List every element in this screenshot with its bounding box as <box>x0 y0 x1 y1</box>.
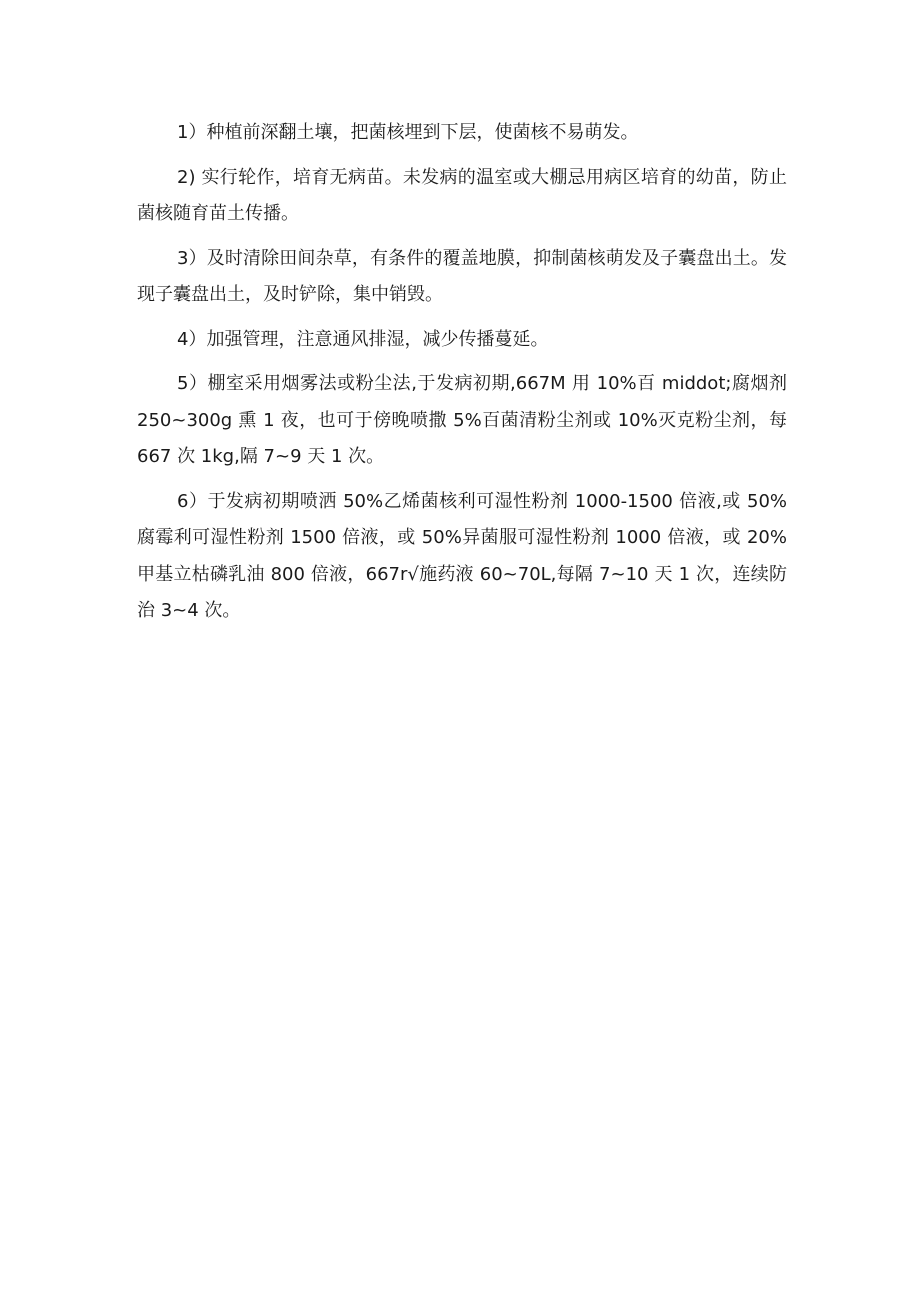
paragraph-4: 4）加强管理，注意通风排湿，减少传播蔓延。 <box>177 328 549 350</box>
paragraph-1: 1）种植前深翻土壤，把菌核埋到下层，使菌核不易萌发。 <box>177 122 639 143</box>
paragraph-3: 3）及时清除田间杂草，有条件的覆盖地膜，抑制菌核萌发及子囊盘出土。发现子囊盘出土，及时铲除，集中销毁。 <box>137 247 787 305</box>
document-body <box>137 115 787 638</box>
paragraph-6: 6）于发病初期喷洒 50%乙烯菌核利可湿性粉剂 1000-1500 倍液,或 50%腐霉利可湿性粉剂 1500 倍液，或 50%异菌服可湿性粉剂 1000 倍液，或 20%甲基立枯磷乳油 800 倍液，667r√施药液 60~70L,每隔 7~10 天 1 次，连续防治 3~4 次。 <box>137 490 787 621</box>
paragraph-5: 5）棚室采用烟雾法或粉尘法,于发病初期,667M 用 10%百 middot;腐烟剂 250~300g 熏 1 夜，也可于傍晚喷撒 5%百菌清粉尘剂或 10%灭克粉尘剂，每 667 次 1kg,隔 7~9 天 1 次。 <box>137 373 787 467</box>
paragraph-2: 2) 实行轮作，培育无病苗。未发病的温室或大棚忌用病区培育的幼苗，防止菌核随育苗土传播。 <box>137 166 787 224</box>
